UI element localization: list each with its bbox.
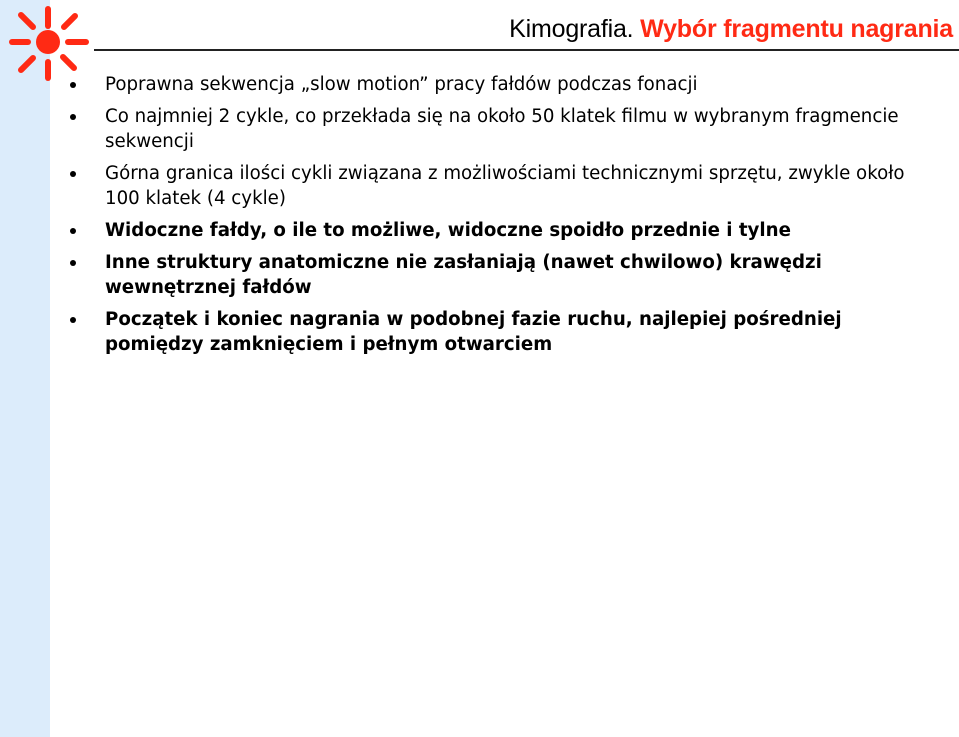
bullet-dot: [70, 228, 76, 234]
bullet-item-2: [70, 104, 940, 154]
title-highlight: Wybór fragmentu nagrania: [640, 15, 953, 43]
bullet-text-4: Widoczne fałdy, o ile to możliwe, widoczne spoidło przednie i tylne: [105, 220, 791, 241]
bullet-dot: [70, 171, 76, 177]
bullet-item-6: [70, 307, 940, 357]
bullet-item-1: [70, 72, 940, 97]
bullet-dot: [70, 260, 76, 266]
page-title: [509, 14, 953, 44]
left-decorative-band: [0, 0, 50, 737]
bullet-dot: [70, 82, 76, 88]
bullet-text-5: Inne struktury anatomiczne nie zasłaniają (nawet chwilowo) krawędzi wewnętrznej fałdów: [105, 252, 822, 298]
bullet-item-3: [70, 161, 940, 211]
bullet-text-6: Początek i koniec nagrania w podobnej fazie ruchu, najlepiej pośredniej pomiędzy zamknięciem i pełnym otwarciem: [105, 309, 842, 355]
bullet-item-4: [70, 218, 940, 243]
bullet-dot: [70, 317, 76, 323]
title-underline: [94, 49, 959, 51]
bullet-item-5: [70, 250, 940, 300]
title-prefix: Kimografia.: [509, 15, 634, 43]
bullet-dot: [70, 114, 76, 120]
bullet-list: [70, 72, 940, 364]
bullet-text-3: Górna granica ilości cykli związana z możliwościami technicznymi sprzętu, zwykle około 100 klatek (4 cykle): [105, 163, 905, 209]
bullet-text-1: Poprawna sekwencja „slow motion” pracy fałdów podczas fonacji: [105, 74, 698, 95]
bullet-text-2: Co najmniej 2 cykle, co przekłada się na około 50 klatek filmu w wybranym fragmencie sekwencji: [105, 106, 899, 152]
